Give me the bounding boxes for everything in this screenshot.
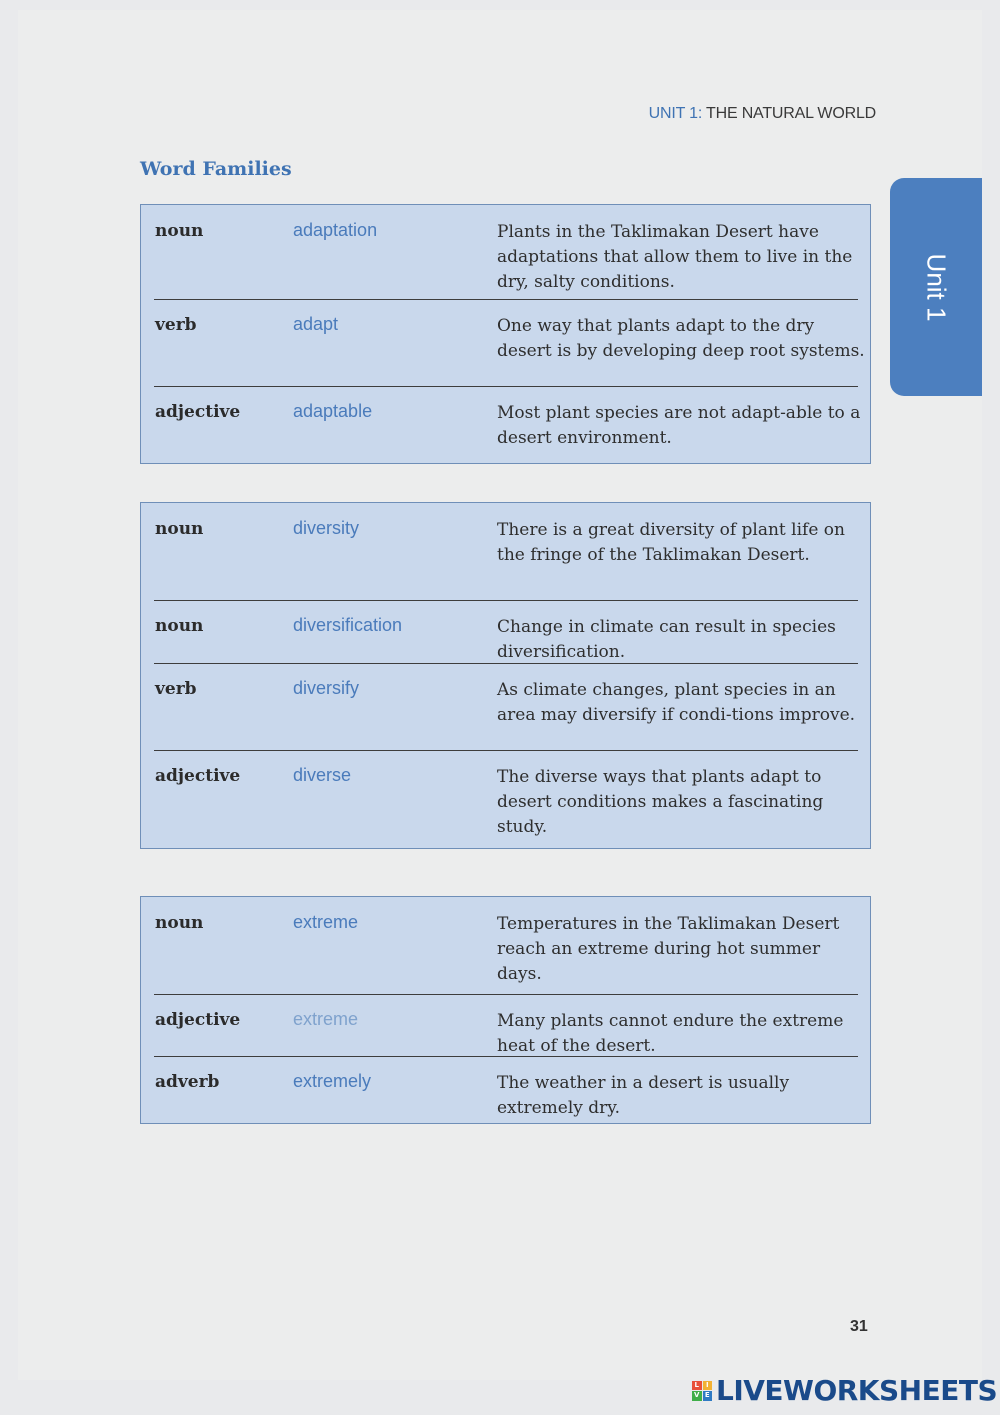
word-row xyxy=(141,386,870,462)
part-of-speech: noun xyxy=(155,913,204,933)
part-of-speech: noun xyxy=(155,221,204,241)
running-header xyxy=(649,105,876,123)
example-sentence: One way that plants adapt to the dry desert is by developing deep root systems. xyxy=(497,316,865,361)
page-number: 31 xyxy=(850,1318,868,1335)
example-sentence: Many plants cannot endure the extreme heat of the desert. xyxy=(497,1011,844,1056)
word-row xyxy=(141,897,870,994)
word-form: adapt xyxy=(293,314,339,334)
part-of-speech: adjective xyxy=(155,766,241,786)
section-title: Word Families xyxy=(140,158,292,180)
part-of-speech: adverb xyxy=(155,1072,220,1092)
word-row xyxy=(141,994,870,1056)
part-of-speech: adjective xyxy=(155,1010,241,1030)
word-family-box-diverse xyxy=(140,502,871,849)
word-family-box-adapt xyxy=(140,204,871,464)
word-form: diversification xyxy=(293,615,403,635)
word-row xyxy=(141,600,870,663)
logo-letter: E xyxy=(703,1391,713,1401)
logo-letter: L xyxy=(692,1381,702,1391)
logo-letter: V xyxy=(692,1391,702,1401)
example-sentence: There is a great diversity of plant life on the fringe of the Taklimakan Desert. xyxy=(497,520,845,565)
word-row xyxy=(141,663,870,750)
word-form: diversity xyxy=(293,518,360,538)
example-sentence: Temperatures in the Taklimakan Desert reach an extreme during hot summer days. xyxy=(497,914,840,984)
unit-side-tab xyxy=(890,178,982,396)
example-sentence: As climate changes, plant species in an area may diversify if condi-tions improve. xyxy=(497,680,856,725)
example-sentence: The weather in a desert is usually extremely dry. xyxy=(497,1073,790,1118)
part-of-speech: adjective xyxy=(155,402,241,422)
word-form: extreme xyxy=(293,1009,359,1029)
word-form: diversify xyxy=(293,678,360,698)
example-sentence: Plants in the Taklimakan Desert have adaptations that allow them to live in the dry, salty conditions. xyxy=(497,222,853,292)
unit-tab-label: Unit 1 xyxy=(921,253,952,321)
word-form: adaptable xyxy=(293,401,373,421)
liveworksheets-brand[interactable] xyxy=(692,1374,997,1407)
unit-label: UNIT 1: xyxy=(648,105,703,122)
word-row xyxy=(141,1056,870,1123)
word-family-box-extreme xyxy=(140,896,871,1124)
word-form: diverse xyxy=(293,765,352,785)
example-sentence: Change in climate can result in species diversification. xyxy=(497,617,836,662)
word-form: adaptation xyxy=(293,220,378,240)
word-form: extreme xyxy=(293,912,359,932)
word-row xyxy=(141,750,870,848)
word-row xyxy=(141,299,870,386)
word-row xyxy=(141,503,870,600)
part-of-speech: verb xyxy=(155,315,197,335)
logo-letter: I xyxy=(703,1381,713,1391)
brand-name: LIVEWORKSHEETS xyxy=(716,1374,998,1407)
example-sentence: The diverse ways that plants adapt to desert conditions makes a fascinating study. xyxy=(497,767,824,837)
liveworksheets-logo-icon xyxy=(692,1381,712,1401)
word-form: extremely xyxy=(293,1071,372,1091)
example-sentence: Most plant species are not adapt-able to a desert environment. xyxy=(497,403,861,448)
part-of-speech: verb xyxy=(155,679,197,699)
chapter-title: THE NATURAL WORLD xyxy=(706,105,876,122)
word-row xyxy=(141,205,870,299)
part-of-speech: noun xyxy=(155,519,204,539)
part-of-speech: noun xyxy=(155,616,204,636)
